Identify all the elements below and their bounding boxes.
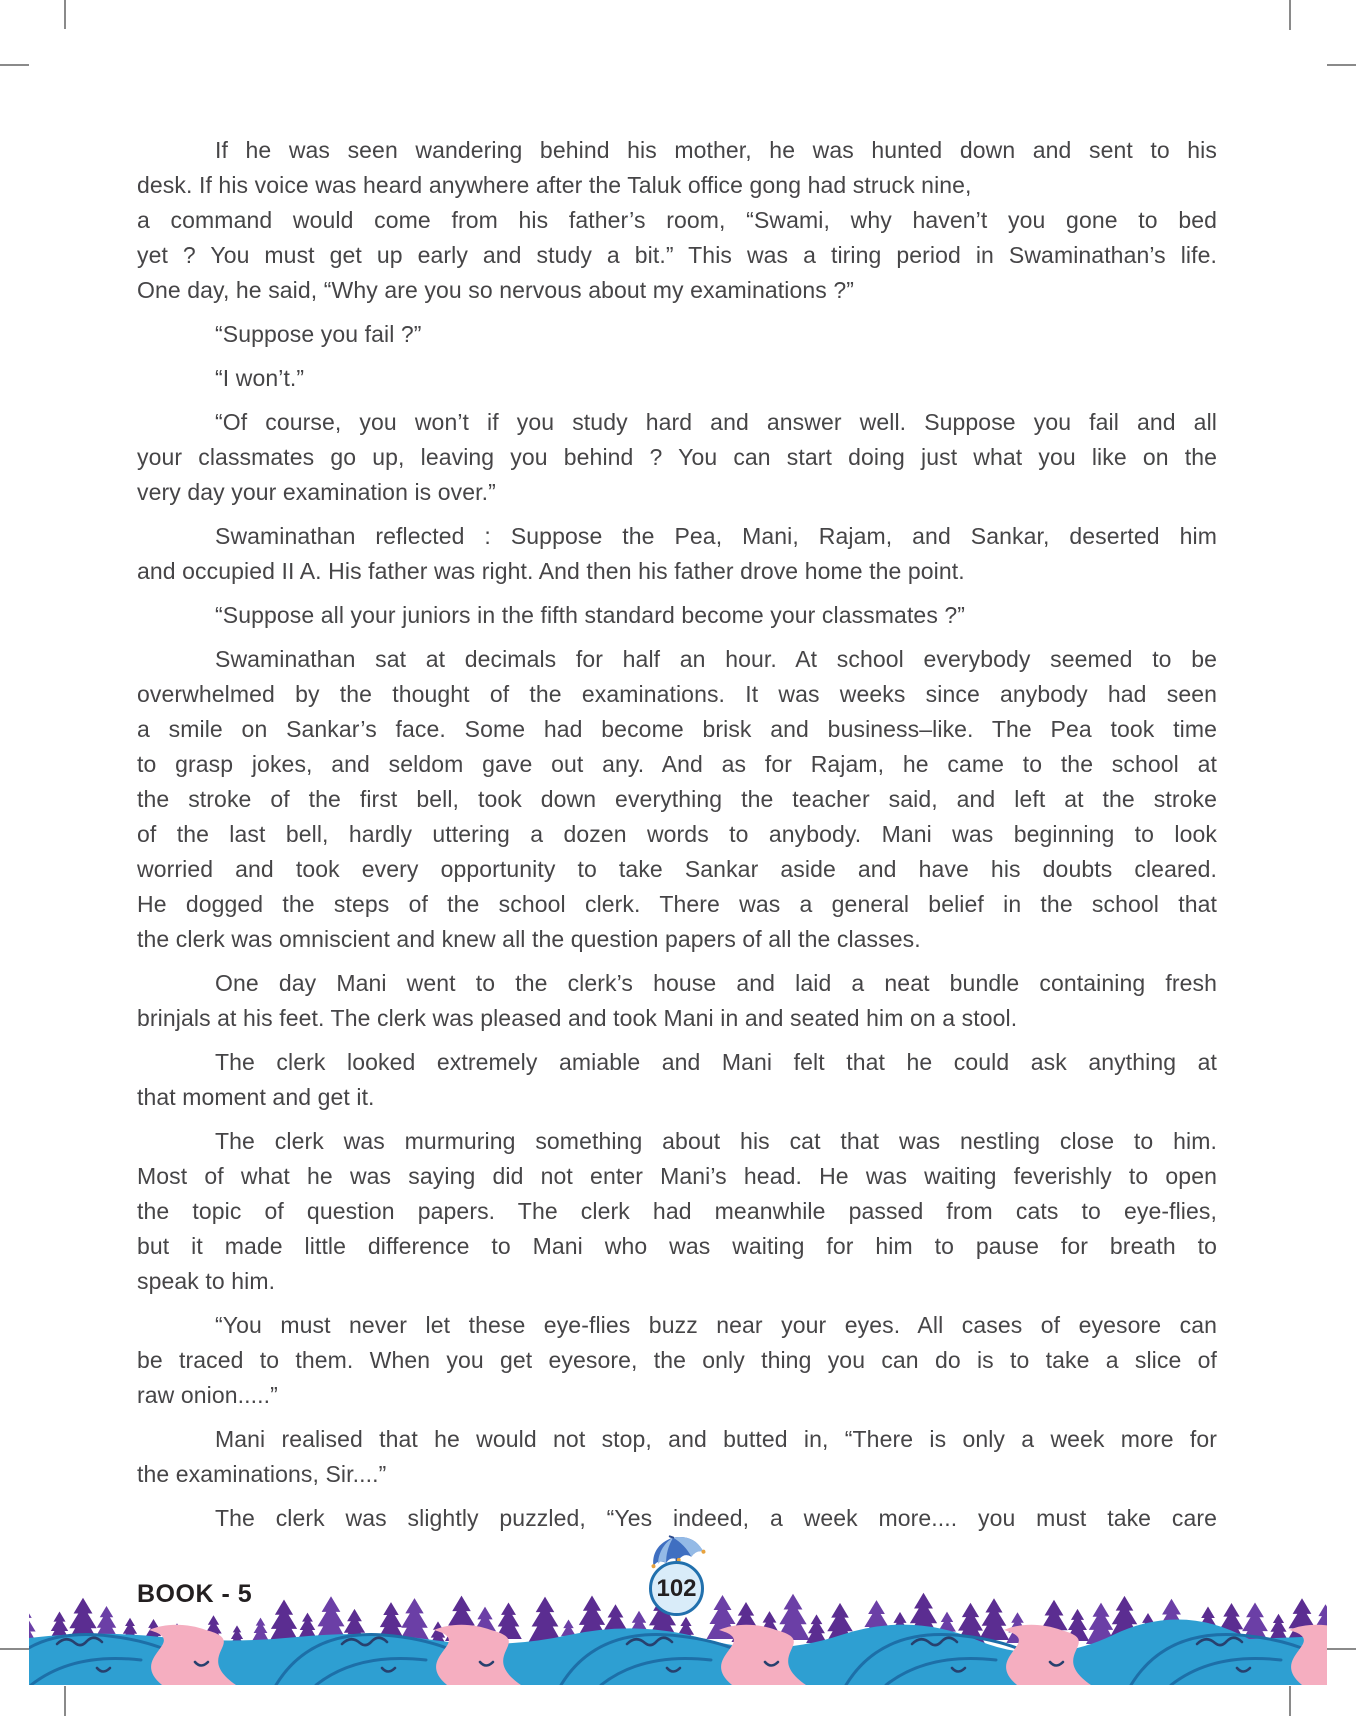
text-line: “Suppose all your juniors in the fifth standard become your classmates ?” xyxy=(215,602,966,628)
text-line: desk. If his voice was heard anywhere after the Taluk office gong had struck nine, xyxy=(137,172,972,198)
paragraph xyxy=(137,966,1217,1036)
text-line: worried and took every opportunity to take Sankar aside and have his doubts cleared. xyxy=(137,856,1217,882)
paragraph xyxy=(137,317,1217,352)
text-line: “You must never let these eye-flies buzz near your eyes. All cases of eyesore can xyxy=(215,1312,1217,1338)
text-line: brinjals at his feet. The clerk was pleased and took Mani in and seated him on a stool. xyxy=(137,1005,1018,1031)
text-line: raw onion.....” xyxy=(137,1382,278,1408)
text-line: If he was seen wandering behind his mother, he was hunted down and sent to his xyxy=(215,137,1217,163)
paragraph xyxy=(137,361,1217,396)
text-line: a command would come from his father’s room, “Swami, why haven’t you gone to bed xyxy=(137,207,1217,233)
text-line: “Of course, you won’t if you study hard and answer well. Suppose you fail and all xyxy=(215,409,1217,435)
text-line: The clerk looked extremely amiable and Mani felt that he could ask anything at xyxy=(215,1049,1217,1075)
text-line: One day Mani went to the clerk’s house and laid a neat bundle containing fresh xyxy=(215,970,1217,996)
text-line: be traced to them. When you get eyesore, the only thing you can do is to take a slice of xyxy=(137,1347,1217,1373)
paragraph xyxy=(137,1308,1217,1413)
page-number-badge xyxy=(649,1561,704,1616)
text-line: Swaminathan reflected : Suppose the Pea, Mani, Rajam, and Sankar, deserted him xyxy=(215,523,1217,549)
paragraph xyxy=(137,642,1217,957)
text-line: The clerk was slightly puzzled, “Yes indeed, a week more.... you must take care xyxy=(215,1505,1217,1531)
paragraph xyxy=(137,133,1217,308)
book-label: BOOK - 5 xyxy=(137,1580,253,1608)
paragraph xyxy=(137,519,1217,589)
crop-mark xyxy=(0,1648,30,1650)
paragraph xyxy=(137,405,1217,510)
text-line: to grasp jokes, and seldom gave out any. And as for Rajam, he came to the school at xyxy=(137,751,1217,777)
text-line: overwhelmed by the thought of the examinations. It was weeks since anybody had seen xyxy=(137,681,1217,707)
text-line: the examinations, Sir....” xyxy=(137,1461,387,1487)
text-line: He dogged the steps of the school clerk. There was a general belief in the school that xyxy=(137,891,1217,917)
crop-mark xyxy=(1327,64,1356,66)
text-line: yet ? You must get up early and study a bit.” This was a tiring period in Swaminathan’s life. xyxy=(137,242,1217,268)
paragraph xyxy=(137,1045,1217,1115)
text-line: a smile on Sankar’s face. Some had become brisk and business–like. The Pea took time xyxy=(137,716,1217,742)
text-line: but it made little difference to Mani who was waiting for him to pause for breath to xyxy=(137,1233,1217,1259)
text-line: “Suppose you fail ?” xyxy=(215,321,422,347)
crop-mark xyxy=(1326,1648,1356,1650)
text-line: speak to him. xyxy=(137,1268,276,1294)
crop-mark xyxy=(1289,1686,1291,1716)
paragraph xyxy=(137,598,1217,633)
text-line: One day, he said, “Why are you so nervous about my examinations ?” xyxy=(137,277,854,303)
text-line: the stroke of the first bell, took down everything the teacher said, and left at the stroke xyxy=(137,786,1217,812)
paragraph xyxy=(137,1422,1217,1492)
crop-mark xyxy=(1289,0,1291,30)
text-line: the clerk was omniscient and knew all the question papers of all the classes. xyxy=(137,926,921,952)
paragraph xyxy=(137,1124,1217,1299)
crop-mark xyxy=(64,0,66,29)
crop-mark xyxy=(64,1686,66,1716)
text-line: and occupied II A. His father was right. And then his father drove home the point. xyxy=(137,558,965,584)
text-line: the topic of question papers. The clerk had meanwhile passed from cats to eye-flies, xyxy=(137,1198,1217,1224)
text-line: Mani realised that he would not stop, and butted in, “There is only a week more for xyxy=(215,1426,1217,1452)
text-line: Swaminathan sat at decimals for half an hour. At school everybody seemed to be xyxy=(215,646,1217,672)
text-line: your classmates go up, leaving you behind ? You can start doing just what you like on the xyxy=(137,444,1217,470)
page-number: 102 xyxy=(656,1574,697,1602)
text-line: very day your examination is over.” xyxy=(137,479,496,505)
text-line: The clerk was murmuring something about his cat that was nestling close to him. xyxy=(215,1128,1217,1154)
text-line: Most of what he was saying did not enter Mani’s head. He was waiting feverishly to open xyxy=(137,1163,1217,1189)
paragraph xyxy=(137,1501,1217,1536)
body-text xyxy=(137,133,1217,1536)
text-line: “I won’t.” xyxy=(215,365,305,391)
crop-mark xyxy=(0,64,29,66)
text-line: of the last bell, hardly uttering a dozen words to anybody. Mani was beginning to look xyxy=(137,821,1217,847)
text-line: that moment and get it. xyxy=(137,1084,375,1110)
